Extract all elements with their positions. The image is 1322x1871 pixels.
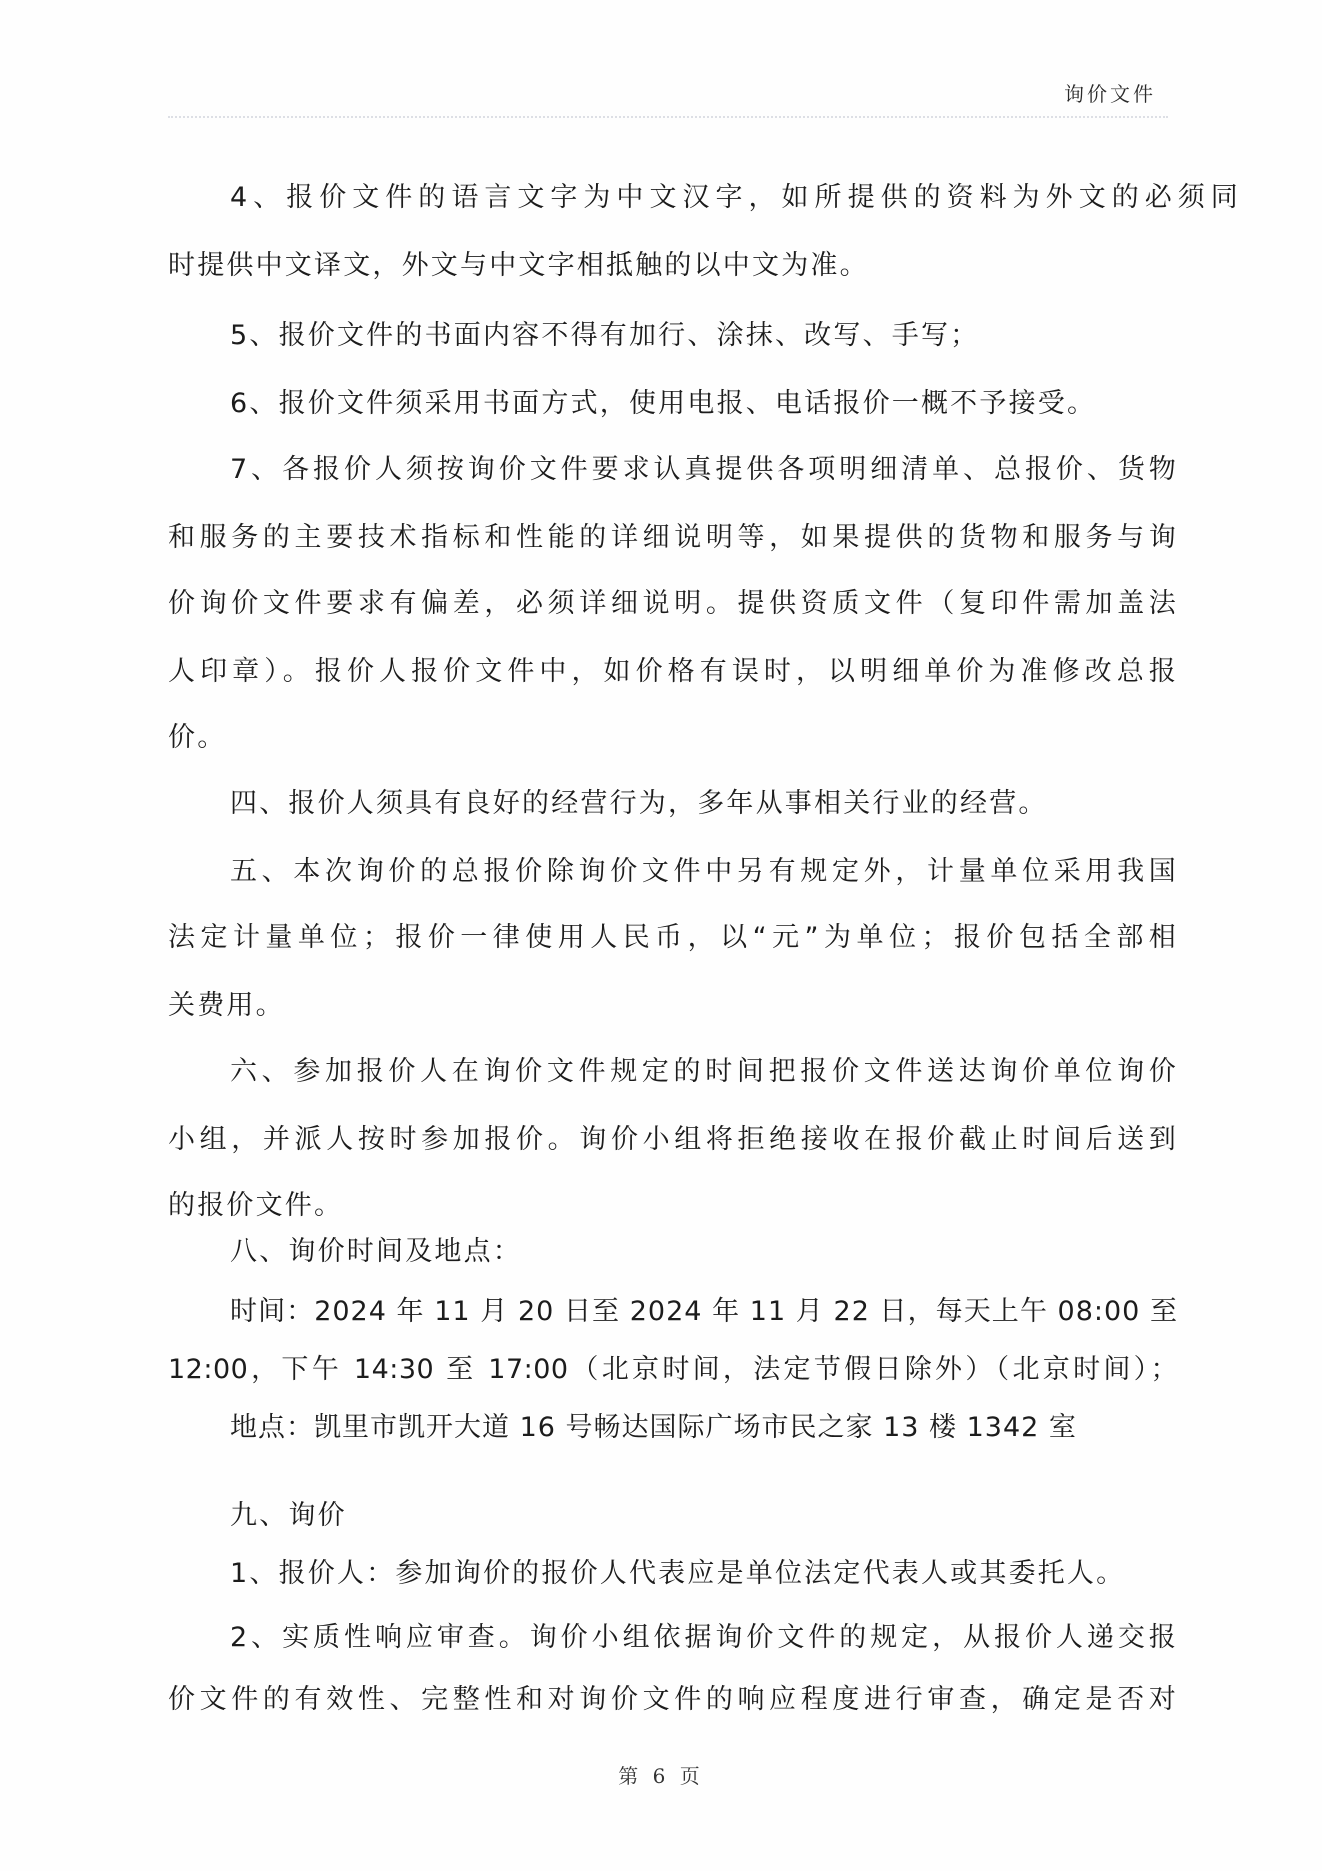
paragraph-line: 关费用。 xyxy=(168,990,285,1021)
section-four-line: 四、报价人须具有良好的经营行为，多年从事相关行业的经营。 xyxy=(230,788,1048,819)
paragraph-line: 2、实质性响应审查。询价小组依据询价文件的规定，从报价人递交报 xyxy=(230,1622,1178,1653)
inquiry-location-line: 地点：凯里市凯开大道 16 号畅达国际广场市民之家 13 楼 1342 室 xyxy=(230,1412,1077,1443)
paragraph-line: 小组，并派人按时参加报价。询价小组将拒绝接收在报价截止时间后送到 xyxy=(168,1124,1178,1155)
running-header-title: 询价文件 xyxy=(1064,82,1156,106)
paragraph-line: 1、报价人：参加询价的报价人代表应是单位法定代表人或其委托人。 xyxy=(230,1558,1126,1589)
section-eight-heading: 八、询价时间及地点： xyxy=(230,1236,522,1267)
page-number: 第 6 页 xyxy=(618,1764,704,1788)
paragraph-line: 价询价文件要求有偏差，必须详细说明。提供资质文件（复印件需加盖法 xyxy=(168,588,1178,619)
header-divider xyxy=(168,116,1168,118)
section-six-line: 六、参加报价人在询价文件规定的时间把报价文件送达询价单位询价 xyxy=(230,1056,1178,1087)
paragraph-line: 法定计量单位；报价一律使用人民币，以“元”为单位；报价包括全部相 xyxy=(168,922,1178,953)
paragraph-line: 5、报价文件的书面内容不得有加行、涂抹、改写、手写； xyxy=(230,320,980,351)
section-five-line: 五、本次询价的总报价除询价文件中另有规定外，计量单位采用我国 xyxy=(230,856,1178,887)
paragraph-line: 价。 xyxy=(168,722,227,753)
inquiry-time-line: 12:00，下午 14:30 至 17:00（北京时间，法定节假日除外）（北京时间）； xyxy=(168,1354,1178,1385)
paragraph-line: 价文件的有效性、完整性和对询价文件的响应程度进行审查，确定是否对 xyxy=(168,1684,1178,1715)
paragraph-line: 人印章）。报价人报价文件中，如价格有误时，以明细单价为准修改总报 xyxy=(168,656,1178,687)
section-nine-heading: 九、询价 xyxy=(230,1500,347,1531)
paragraph-line: 6、报价文件须采用书面方式，使用电报、电话报价一概不予接受。 xyxy=(230,388,1097,419)
paragraph-line: 和服务的主要技术指标和性能的详细说明等，如果提供的货物和服务与询 xyxy=(168,522,1178,553)
paragraph-line: 4、报价文件的语言文字为中文汉字，如所提供的资料为外文的必须同 xyxy=(230,182,1240,213)
paragraph-line: 的报价文件。 xyxy=(168,1190,344,1221)
paragraph-line: 时提供中文译文，外文与中文字相抵触的以中文为准。 xyxy=(168,250,869,281)
paragraph-line: 7、各报价人须按询价文件要求认真提供各项明细清单、总报价、货物 xyxy=(230,454,1178,485)
inquiry-time-line: 时间：2024 年 11 月 20 日至 2024 年 11 月 22 日，每天上午 08:00 至 xyxy=(230,1296,1178,1327)
